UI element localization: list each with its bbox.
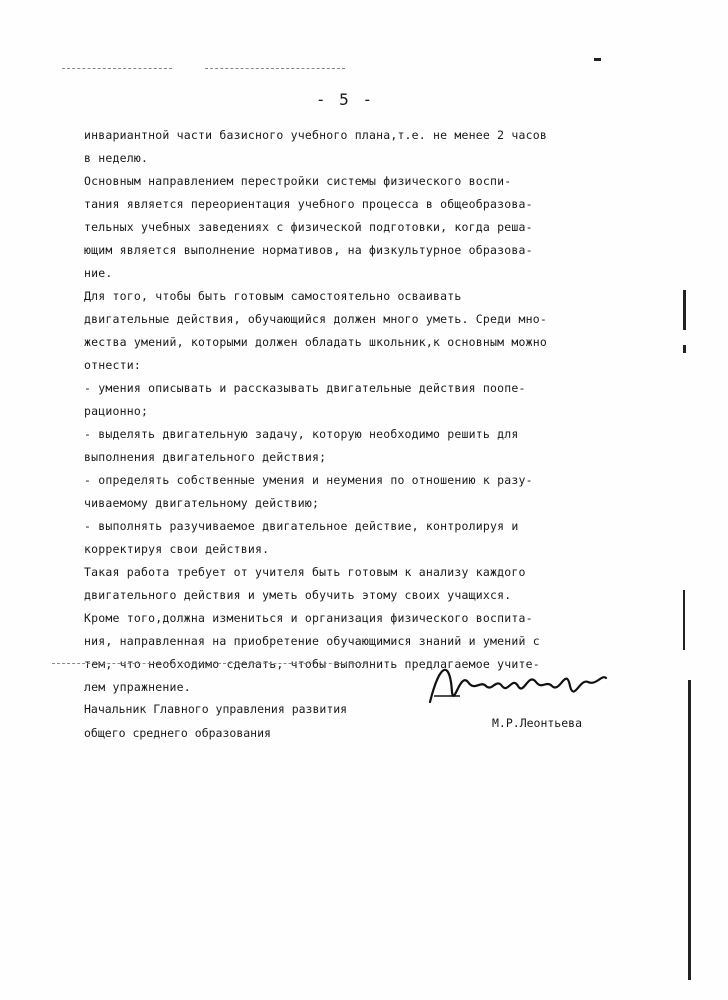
text-line: чиваемому двигательному действию; (84, 496, 320, 510)
text-line: - выделять двигательную задачу, которую необходимо решить для (84, 427, 519, 441)
text-line: тельных учебных заведениях с физической подготовки, когда реша- (84, 220, 533, 234)
text-line: тем, что необходимо сделать, чтобы выполнить предлагаемое учите- (84, 657, 540, 671)
text-line: Для того, чтобы быть готовым самостоятельно осваивать (84, 289, 462, 303)
scan-speck (594, 58, 601, 61)
text-line: инвариантной части базисного учебного плана,т.е. не менее 2 часов (84, 128, 548, 142)
text-line: - определять собственные умения и неумения по отношению к разу- (84, 473, 533, 487)
page-number: - 5 - (315, 90, 375, 109)
text-line: отнести: (84, 358, 141, 372)
text-line: выполнения двигательного действия; (84, 450, 327, 464)
text-line: ние. (84, 266, 113, 280)
text-line: ющим является выполнение нормативов, на физкультурное образова- (84, 243, 533, 257)
signer-position-line-2: общего среднего образования (84, 726, 271, 740)
scan-artifact-line (205, 68, 345, 69)
text-line: Основным направлением перестройки системы физического воспи- (84, 174, 512, 188)
signer-name: М.Р.Леонтьева (492, 716, 583, 730)
scan-edge-mark (683, 345, 686, 353)
text-line: - умения описывать и рассказывать двигательные действия поопе- (84, 381, 526, 395)
handwritten-signature (420, 652, 620, 712)
scan-artifact-line (62, 68, 172, 69)
text-line: ния, направленная на приобретение обучающимися знаний и умений с (84, 634, 540, 648)
text-line: Кроме того,должна измениться и организация физического воспита- (84, 611, 533, 625)
text-line: корректируя свои действия. (84, 542, 270, 556)
scan-edge-mark (683, 290, 686, 330)
text-line: в неделю. (84, 151, 149, 165)
scan-edge-mark (688, 680, 691, 980)
text-line: тания является переориентация учебного процесса в общеобразова- (84, 197, 533, 211)
text-line: лем упражнение. (84, 680, 191, 694)
text-line: Такая работа требует от учителя быть готовым к анализу каждого (84, 565, 526, 579)
text-line: жества умений, которыми должен обладать школьник,к основным можно (84, 335, 548, 349)
scan-artifact-line (52, 663, 367, 664)
text-line: двигательного действия и уметь обучить этому своих учащихся. (84, 588, 512, 602)
scan-edge-mark (683, 590, 685, 650)
text-line: двигательные действия, обучающийся должен много уметь. Среди мно- (84, 312, 548, 326)
text-line: - выполнять разучиваемое двигательное действие, контролируя и (84, 519, 519, 533)
text-line: рационно; (84, 404, 149, 418)
signer-position-line-1: Начальник Главного управления развития (84, 702, 348, 716)
